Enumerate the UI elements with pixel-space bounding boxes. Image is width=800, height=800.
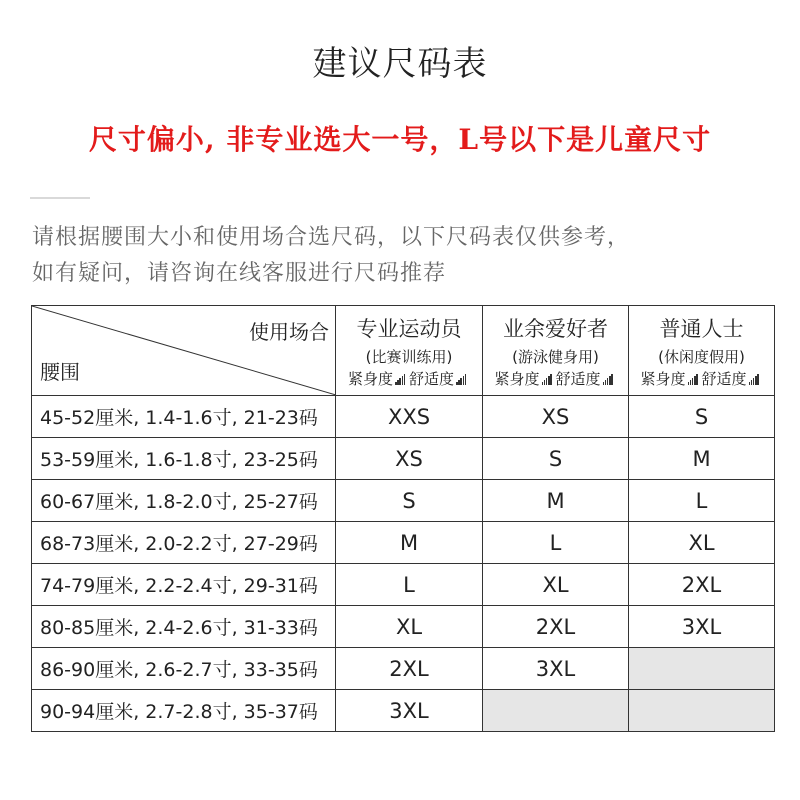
- size-cell: S: [336, 480, 483, 522]
- note-line-2: 如有疑问，请咨询在线客服进行尺码推荐: [32, 261, 447, 286]
- table-row: [32, 648, 775, 690]
- size-cell: 3XL: [483, 648, 629, 690]
- tightness-label: 紧身度: [494, 369, 540, 388]
- size-cell: L: [483, 522, 629, 564]
- table-row: [32, 396, 775, 438]
- size-cell: S: [483, 438, 629, 480]
- note-line-1: 请根据腰围大小和使用场合选尺码，以下尺码表仅供参考，: [32, 225, 631, 250]
- size-cell: XS: [336, 438, 483, 480]
- tightness-bars-icon: [542, 373, 552, 385]
- size-cell: 2XL: [483, 606, 629, 648]
- column-header-2: [483, 306, 629, 396]
- size-cell: M: [336, 522, 483, 564]
- empty-size-cell: [629, 648, 775, 690]
- waist-cell: 90-94厘米, 2.7-2.8寸, 35-37码: [32, 690, 336, 732]
- size-cell: M: [483, 480, 629, 522]
- waist-cell: 68-73厘米, 2.0-2.2寸, 27-29码: [32, 522, 336, 564]
- column-title: 专业运动员: [356, 316, 462, 341]
- comfort-bars-icon: [603, 373, 613, 385]
- waist-label: 腰围: [40, 360, 80, 384]
- table-row: [32, 480, 775, 522]
- divider: [30, 197, 90, 199]
- size-cell: 3XL: [336, 690, 483, 732]
- comfort-label: 舒适度: [409, 369, 455, 388]
- empty-size-cell: [629, 690, 775, 732]
- corner-header-cell: [32, 306, 336, 396]
- column-metrics: [483, 369, 628, 389]
- column-header-1: [336, 306, 483, 396]
- size-warning: 尺寸偏小, 非专业选大一号，L号以下是儿童尺寸: [88, 123, 712, 156]
- waist-cell: 80-85厘米, 2.4-2.6寸, 31-33码: [32, 606, 336, 648]
- column-subtitle: (休闲度假用): [658, 347, 745, 366]
- column-subtitle: (比赛训练用): [365, 347, 453, 366]
- size-cell: XS: [483, 396, 629, 438]
- column-header-3: [629, 306, 775, 396]
- table-row: [32, 690, 775, 732]
- table-header-row: [32, 306, 775, 396]
- size-cell: 3XL: [629, 606, 775, 648]
- size-chart-table: [31, 305, 775, 732]
- size-cell: XL: [336, 606, 483, 648]
- waist-cell: 45-52厘米, 1.4-1.6寸, 21-23码: [32, 396, 336, 438]
- size-cell: 2XL: [336, 648, 483, 690]
- waist-cell: 60-67厘米, 1.8-2.0寸, 25-27码: [32, 480, 336, 522]
- size-cell: L: [629, 480, 775, 522]
- size-cell: 2XL: [629, 564, 775, 606]
- tightness-label: 紧身度: [347, 369, 393, 388]
- page-title: 建议尺码表: [312, 44, 488, 84]
- occasion-label: 使用场合: [249, 320, 329, 344]
- column-metrics: [629, 369, 774, 389]
- comfort-bars-icon: [749, 373, 759, 385]
- tightness-label: 紧身度: [640, 369, 686, 388]
- size-cell: XL: [629, 522, 775, 564]
- size-cell: XL: [483, 564, 629, 606]
- size-cell: M: [629, 438, 775, 480]
- size-cell: S: [629, 396, 775, 438]
- column-metrics: [336, 369, 482, 389]
- waist-cell: 53-59厘米, 1.6-1.8寸, 23-25码: [32, 438, 336, 480]
- column-title: 普通人士: [659, 316, 744, 341]
- comfort-label: 舒适度: [555, 369, 601, 388]
- column-subtitle: (游泳健身用): [512, 347, 599, 366]
- table-row: [32, 564, 775, 606]
- table-row: [32, 522, 775, 564]
- waist-cell: 74-79厘米, 2.2-2.4寸, 29-31码: [32, 564, 336, 606]
- tightness-bars-icon: [688, 373, 698, 385]
- comfort-label: 舒适度: [701, 369, 747, 388]
- waist-cell: 86-90厘米, 2.6-2.7寸, 33-35码: [32, 648, 336, 690]
- comfort-bars-icon: [456, 373, 466, 385]
- empty-size-cell: [483, 690, 629, 732]
- size-cell: L: [336, 564, 483, 606]
- table-row: [32, 606, 775, 648]
- column-title: 业余爱好者: [503, 316, 608, 341]
- size-cell: XXS: [336, 396, 483, 438]
- tightness-bars-icon: [395, 373, 405, 385]
- table-row: [32, 438, 775, 480]
